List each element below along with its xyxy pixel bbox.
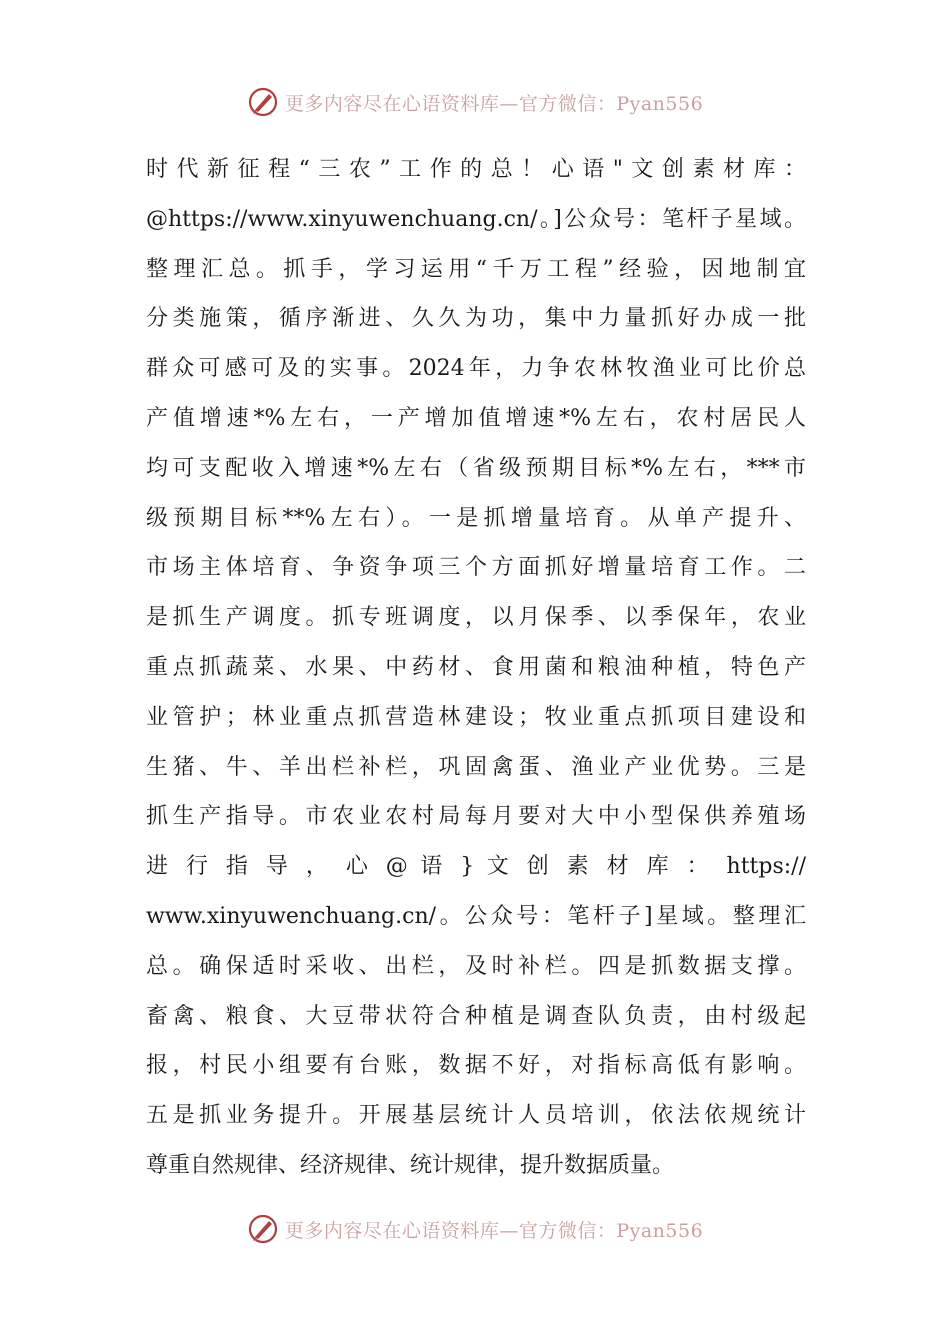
body-line: 均可支配收入增速*%左右（省级预期目标*%左右，***市 xyxy=(146,455,806,481)
body-line: 总。确保适时采收、出栏，及时补栏。四是抓数据支撑。 xyxy=(146,953,806,979)
body-line: 级预期目标**%左右）。一是抓增量培育。从单产提升、 xyxy=(146,505,806,531)
body-line: 重点抓蔬菜、水果、中药材、食用菌和粮油种植，特色产 xyxy=(146,654,806,680)
body-line: 产值增速*%左右，一产增加值增速*%左右，农村居民人 xyxy=(146,405,806,431)
quill-pen-icon xyxy=(247,86,279,118)
body-line: 抓生产指导。市农业农村局每月要对大中小型保供养殖场 xyxy=(146,804,806,830)
quill-pen-icon xyxy=(247,1213,279,1245)
body-line: 业管护；林业重点抓营造林建设；牧业重点抓项目建设和 xyxy=(146,704,806,730)
body-line: www.xinyuwenchuang.cn/。公众号：笔杆子]星域。整理汇 xyxy=(146,903,806,929)
body-line: 整理汇总。抓手，学习运用“千万工程”经验，因地制宜 xyxy=(146,256,806,282)
body-line: 生猪、牛、羊出栏补栏，巩固禽蛋、渔业产业优势。三是 xyxy=(146,754,806,780)
body-line: 五是抓业务提升。开展基层统计人员培训，依法依规统计 xyxy=(146,1103,806,1129)
header-banner xyxy=(0,84,950,120)
body-paragraph xyxy=(146,145,806,1191)
header-banner-text: 更多内容尽在心语资料库—官方微信：Pyan556 xyxy=(284,92,704,115)
body-line: 市场主体培育、争资争项三个方面抓好增量培育工作。二 xyxy=(146,555,806,581)
body-line: 群众可感可及的实事。2024年，力争农林牧渔业可比价总 xyxy=(146,356,806,382)
body-line: 分类施策，循序渐进、久久为功，集中力量抓好办成一批 xyxy=(146,306,806,332)
body-line: 尊重自然规律、经济规律、统计规律，提升数据质量。 xyxy=(146,1152,675,1178)
footer-banner-text: 更多内容尽在心语资料库—官方微信：Pyan556 xyxy=(284,1219,704,1242)
body-line: 进 行 指 导 ， 心 @ 语 } 文 创 素 材 库 ： https:// xyxy=(146,854,806,880)
body-line: 报，村民小组要有台账，数据不好，对指标高低有影响。 xyxy=(146,1053,806,1079)
body-line: 时代新征程“三农”工作的总！心语"文创素材库： xyxy=(146,157,806,182)
body-line: @https://www.xinyuwenchuang.cn/。]公众号：笔杆子星域。 xyxy=(146,206,806,232)
body-line: 畜禽、粮食、大豆带状符合种植是调查队负责，由村级起 xyxy=(146,1003,806,1029)
body-line: 是抓生产调度。抓专班调度，以月保季、以季保年，农业 xyxy=(146,605,806,631)
footer-banner xyxy=(0,1211,950,1247)
